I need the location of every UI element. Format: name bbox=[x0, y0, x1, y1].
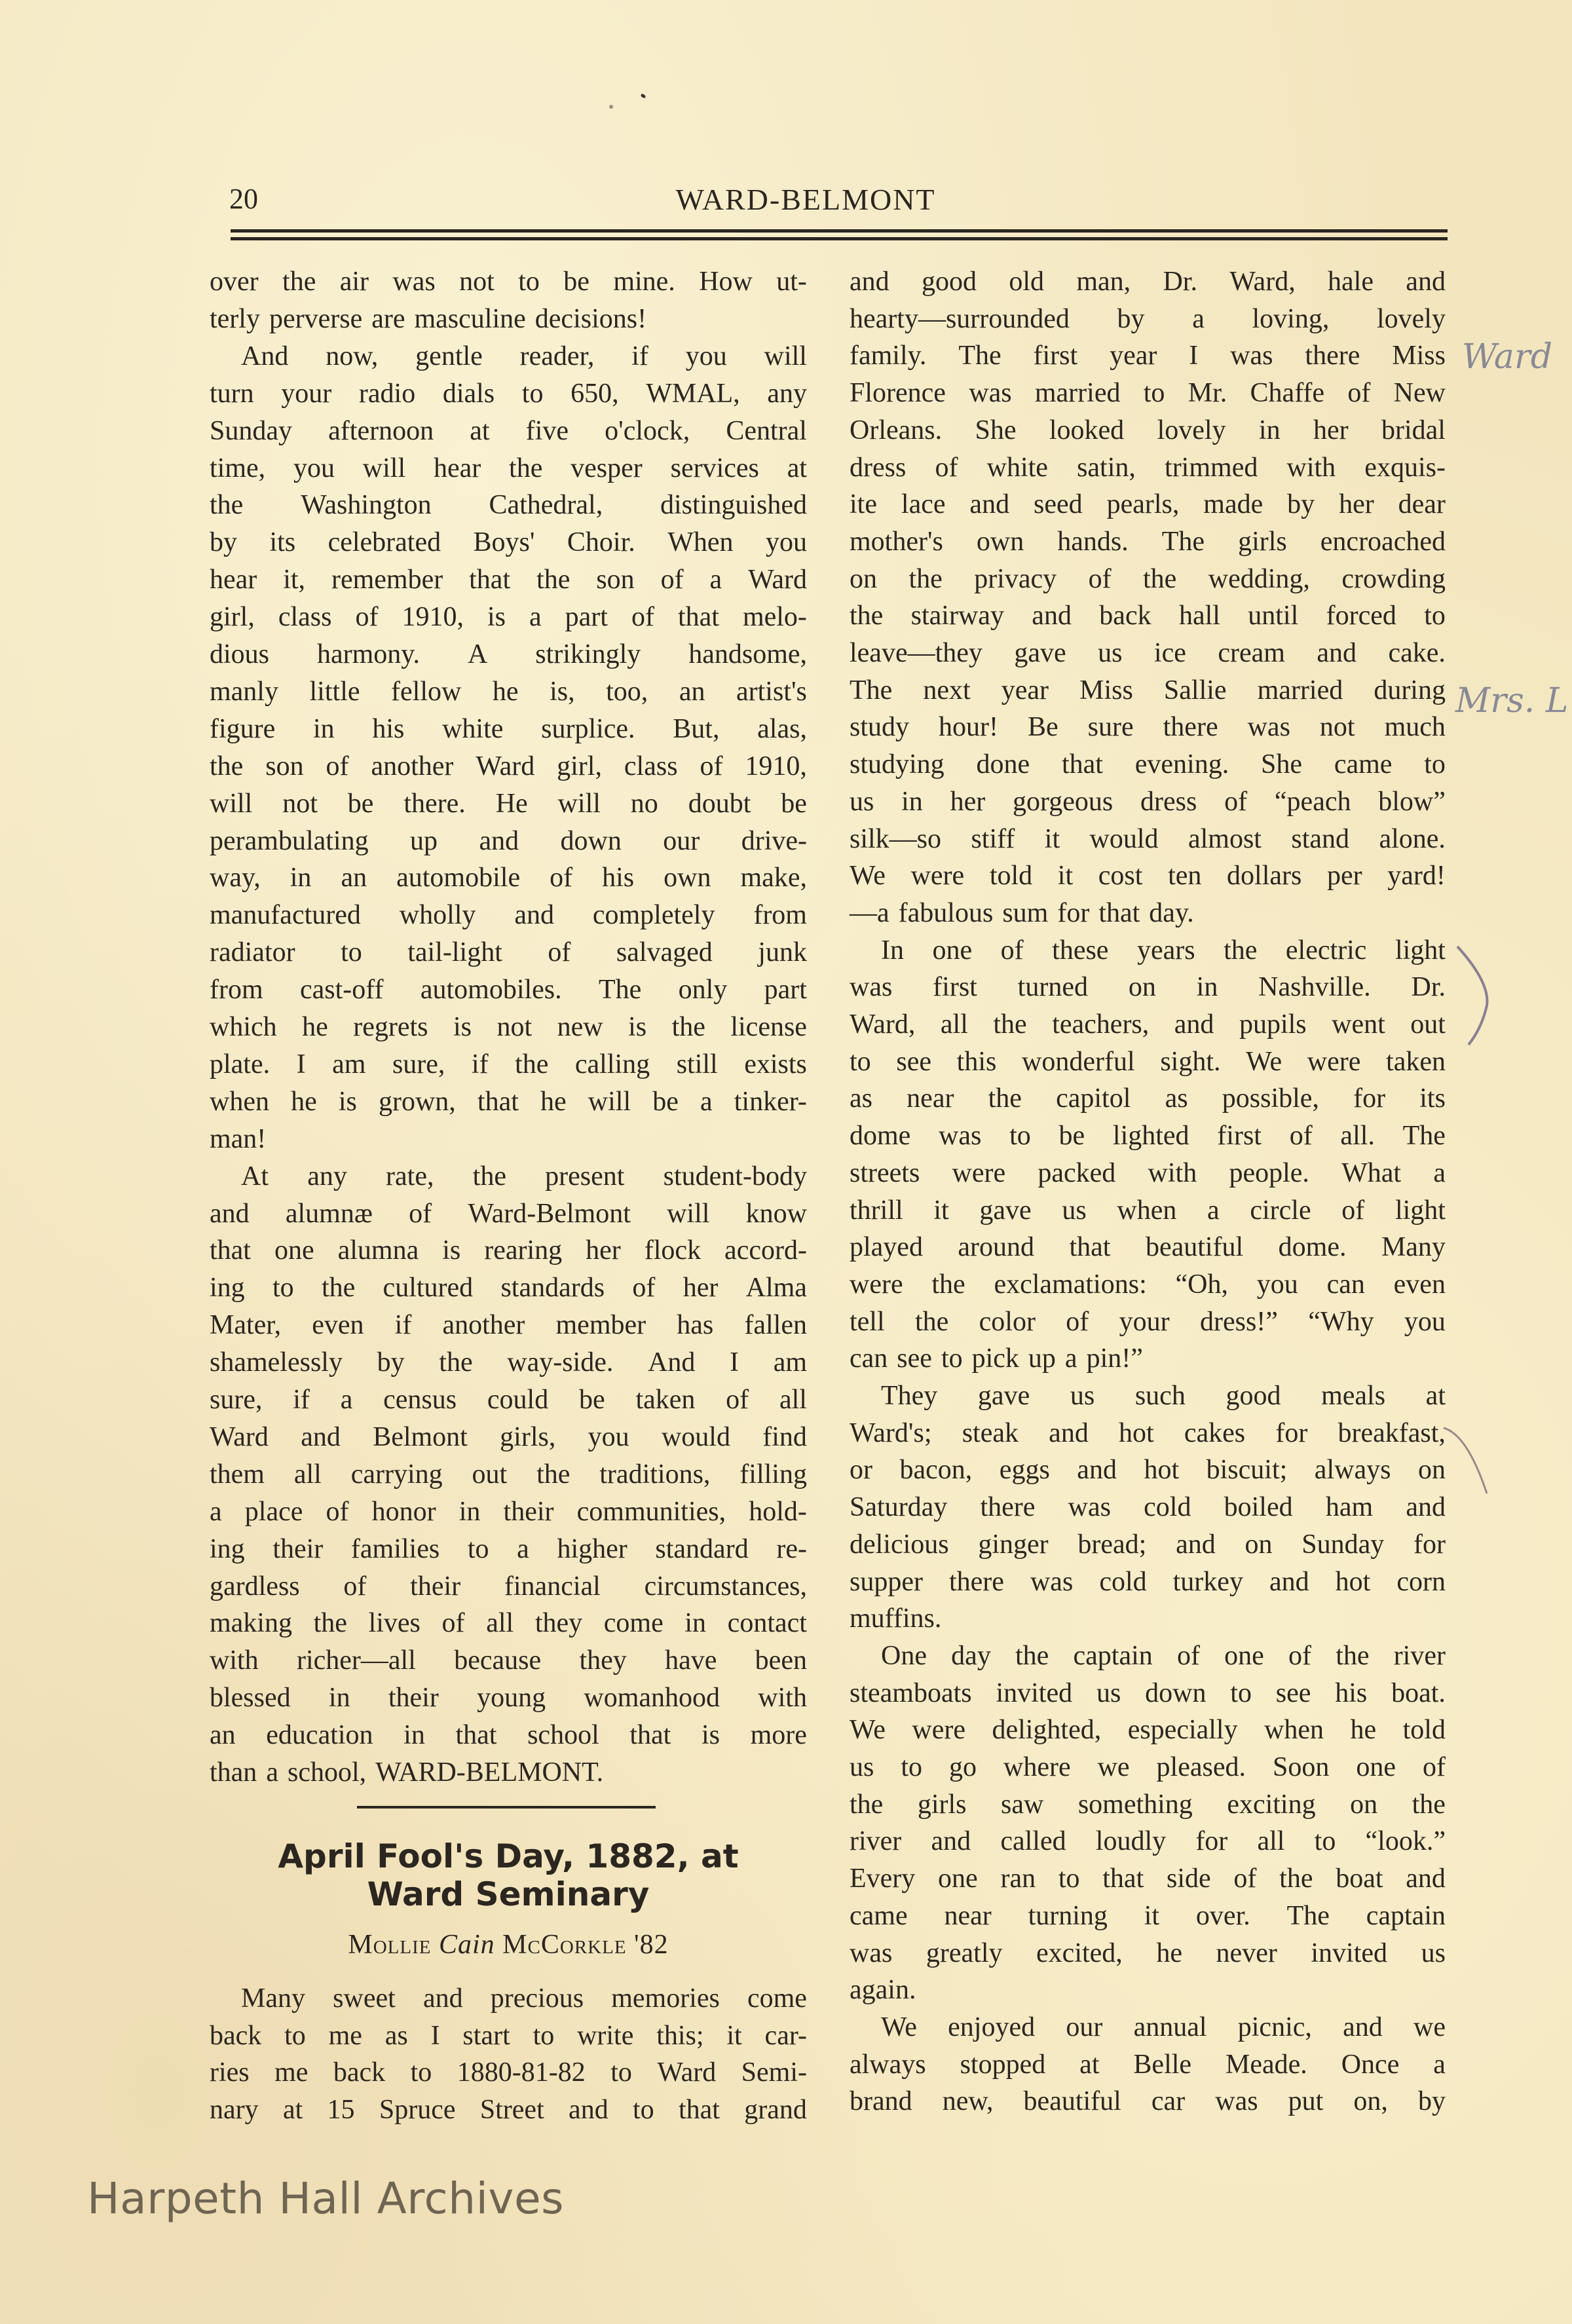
text-line: leave—they gave us ice cream and cake. bbox=[850, 638, 1446, 668]
text-line: dress of white satin, trimmed with exquis- bbox=[850, 452, 1446, 483]
text-line: back to me as I start to write this; it car- bbox=[210, 2020, 807, 2051]
text-line: At any rate, the present student-body bbox=[241, 1161, 807, 1191]
text-line: manufactured wholly and completely from bbox=[210, 900, 807, 931]
text-line: came near turning it over. The captain bbox=[850, 1900, 1446, 1931]
text-line: manly little fellow he is, too, an artist's bbox=[210, 676, 807, 707]
text-line: radiator to tail-light of salvaged junk bbox=[210, 937, 807, 968]
text-line: over the air was not to be mine. How ut- bbox=[210, 267, 807, 297]
text-line: girl, class of 1910, is a part of that melo- bbox=[210, 602, 807, 633]
text-line: perambulating up and down our drive- bbox=[210, 825, 807, 856]
text-line: sure, if a census could be taken of all bbox=[210, 1385, 807, 1415]
margin-bracket-mark bbox=[1454, 943, 1506, 1061]
text-line: We enjoyed our annual picnic, and we bbox=[881, 2012, 1446, 2042]
margin-note-ward: Ward bbox=[1462, 337, 1553, 377]
text-line: shamelessly by the way-side. And I am bbox=[210, 1347, 807, 1378]
text-line: and good old man, Dr. Ward, hale and bbox=[850, 267, 1446, 297]
text-line: hear it, remember that the son of a Ward bbox=[210, 565, 807, 595]
text-line: terly perverse are masculine decisions! bbox=[210, 303, 647, 334]
text-line: gardless of their financial circumstances, bbox=[210, 1571, 807, 1602]
text-line: the son of another Ward girl, class of 1910, bbox=[210, 751, 807, 781]
text-line: a place of honor in their communities, hold- bbox=[210, 1496, 807, 1527]
text-line: that one alumna is rearing her flock accord- bbox=[210, 1235, 807, 1266]
text-line: Ward, all the teachers, and pupils went out bbox=[850, 1009, 1446, 1040]
text-line: the stairway and back hall until forced to bbox=[850, 601, 1446, 631]
text-line: Many sweet and precious memories come bbox=[241, 1983, 807, 2014]
header-rule-bottom bbox=[231, 237, 1448, 240]
text-line: us to go where we pleased. Soon one of bbox=[850, 1752, 1446, 1782]
text-line: delicious ginger bread; and on Sunday for bbox=[850, 1529, 1446, 1560]
text-line: —a fabulous sum for that day. bbox=[850, 897, 1194, 928]
archive-watermark: Harpeth Hall Archives bbox=[87, 2173, 564, 2224]
text-line: by its celebrated Boys' Choir. When you bbox=[210, 527, 807, 558]
page-number: 20 bbox=[229, 183, 258, 215]
text-line: were the exclamations: “Oh, you can even bbox=[850, 1269, 1446, 1300]
text-line: them all carrying out the traditions, filling bbox=[210, 1459, 807, 1490]
text-line: ite lace and seed pearls, made by her dear bbox=[850, 489, 1446, 520]
text-line: way, in an automobile of his own make, bbox=[210, 863, 807, 893]
text-line: In one of these years the electric light bbox=[881, 935, 1446, 965]
text-line: We were delighted, especially when he told bbox=[850, 1715, 1446, 1746]
text-line: tell the color of your dress!” “Why you bbox=[850, 1306, 1446, 1337]
text-line: thrill it gave us when a circle of light bbox=[850, 1195, 1446, 1226]
text-line: ries me back to 1880-81-82 to Ward Semi- bbox=[210, 2057, 807, 2088]
text-line: turn your radio dials to 650, WMAL, any bbox=[210, 378, 807, 409]
text-line: streets were packed with people. What a bbox=[850, 1157, 1446, 1188]
article-byline bbox=[210, 1929, 807, 1960]
text-line: muffins. bbox=[850, 1603, 942, 1634]
text-line: played around that beautiful dome. Many bbox=[850, 1232, 1446, 1263]
text-line: us in her gorgeous dress of “peach blow” bbox=[850, 786, 1446, 817]
text-line: nary at 15 Spruce Street and to that grand bbox=[210, 2094, 807, 2125]
text-line: ing to the cultured standards of her Alma bbox=[210, 1273, 807, 1303]
article-divider bbox=[357, 1806, 656, 1809]
text-line: Mater, even if another member has fallen bbox=[210, 1310, 807, 1341]
ink-speck bbox=[609, 105, 613, 109]
author-last-name: McCorkle bbox=[502, 1930, 627, 1960]
text-line: study hour! Be sure there was not much bbox=[850, 712, 1446, 743]
text-line: with richer—all because they have been bbox=[210, 1645, 807, 1676]
text-line: making the lives of all they come in contact bbox=[210, 1608, 807, 1639]
text-line: again. bbox=[850, 1975, 916, 2006]
text-line: as near the capitol as possible, for its bbox=[850, 1083, 1446, 1114]
author-first-name: Mollie bbox=[348, 1930, 432, 1960]
text-line: mother's own hands. The girls encroached bbox=[850, 526, 1446, 557]
ink-speck bbox=[640, 93, 646, 99]
text-line: which he regrets is not new is the license bbox=[210, 1012, 807, 1042]
text-line: or bacon, eggs and hot biscuit; always on bbox=[850, 1455, 1446, 1486]
text-line: than a school, WARD-BELMONT. bbox=[210, 1757, 604, 1788]
text-line: on the privacy of the wedding, crowding bbox=[850, 563, 1446, 594]
text-line: silk—so stiff it would almost stand alone. bbox=[850, 823, 1446, 854]
text-line: was first turned on in Nashville. Dr. bbox=[850, 972, 1446, 1003]
text-line: We were told it cost ten dollars per yard! bbox=[850, 861, 1446, 891]
text-line: Orleans. She looked lovely in her bridal bbox=[850, 415, 1446, 445]
text-line: dome was to be lighted first of all. The bbox=[850, 1121, 1446, 1152]
text-line: an education in that school that is more bbox=[210, 1720, 807, 1751]
article-title-line1: April Fool's Day, 1882, at bbox=[278, 1837, 739, 1875]
text-line: to see this wonderful sight. We were taken bbox=[850, 1046, 1446, 1077]
text-line: the girls saw something exciting on the bbox=[850, 1789, 1446, 1820]
text-line: Every one ran to that side of the boat and bbox=[850, 1864, 1446, 1894]
text-line: river and called loudly for all to “look.” bbox=[850, 1826, 1446, 1857]
text-line: man! bbox=[210, 1123, 267, 1154]
text-line: plate. I am sure, if the calling still exists bbox=[210, 1049, 807, 1079]
text-line: when he is grown, that he will be a tinker- bbox=[210, 1086, 807, 1117]
text-line: dious harmony. A strikingly handsome, bbox=[210, 639, 807, 669]
text-line: Saturday there was cold boiled ham and bbox=[850, 1492, 1446, 1523]
text-line: Sunday afternoon at five o'clock, Central bbox=[210, 415, 807, 446]
text-line: steamboats invited us down to see his boat. bbox=[850, 1677, 1446, 1708]
text-line: Ward's; steak and hot cakes for breakfast, bbox=[850, 1417, 1446, 1448]
header-rule-top bbox=[231, 229, 1448, 233]
text-line: Ward and Belmont girls, you would find bbox=[210, 1421, 807, 1452]
text-line: ing their families to a higher standard re- bbox=[210, 1533, 807, 1564]
text-line: can see to pick up a pin!” bbox=[850, 1343, 1143, 1374]
running-head: WARD-BELMONT bbox=[675, 183, 936, 216]
text-line: blessed in their young womanhood with bbox=[210, 1683, 807, 1714]
text-line: hearty—surrounded by a loving, lovely bbox=[850, 303, 1446, 334]
margin-note-mrs: Mrs. L bbox=[1455, 681, 1569, 721]
article-title-line2: Ward Seminary bbox=[367, 1875, 650, 1913]
author-class-year: '82 bbox=[634, 1930, 669, 1960]
text-line: brand new, beautiful car was put on, by bbox=[850, 2086, 1446, 2117]
text-line: The next year Miss Sallie married during bbox=[850, 675, 1446, 705]
text-line: supper there was cold turkey and hot corn bbox=[850, 1566, 1446, 1597]
text-line: They gave us such good meals at bbox=[881, 1381, 1446, 1411]
margin-curve-mark bbox=[1441, 1421, 1493, 1500]
text-line: and alumnæ of Ward-Belmont will know bbox=[210, 1198, 807, 1229]
text-line: figure in his white surplice. But, alas, bbox=[210, 713, 807, 744]
text-line: Florence was married to Mr. Chaffe of New bbox=[850, 378, 1446, 409]
text-line: One day the captain of one of the river bbox=[881, 1640, 1446, 1671]
text-line: And now, gentle reader, if you will bbox=[241, 341, 807, 371]
text-line: family. The first year I was there Miss bbox=[850, 341, 1446, 371]
text-line: the Washington Cathedral, distinguished bbox=[210, 490, 807, 521]
text-line: always stopped at Belle Meade. Once a bbox=[850, 2049, 1446, 2080]
text-line: from cast-off automobiles. The only part bbox=[210, 975, 807, 1005]
text-line: was greatly excited, he never invited us bbox=[850, 1938, 1446, 1968]
author-maiden-name: Cain bbox=[438, 1930, 495, 1960]
text-line: will not be there. He will no doubt be bbox=[210, 788, 807, 819]
text-line: time, you will hear the vesper services at bbox=[210, 453, 807, 483]
text-line: studying done that evening. She came to bbox=[850, 749, 1446, 780]
